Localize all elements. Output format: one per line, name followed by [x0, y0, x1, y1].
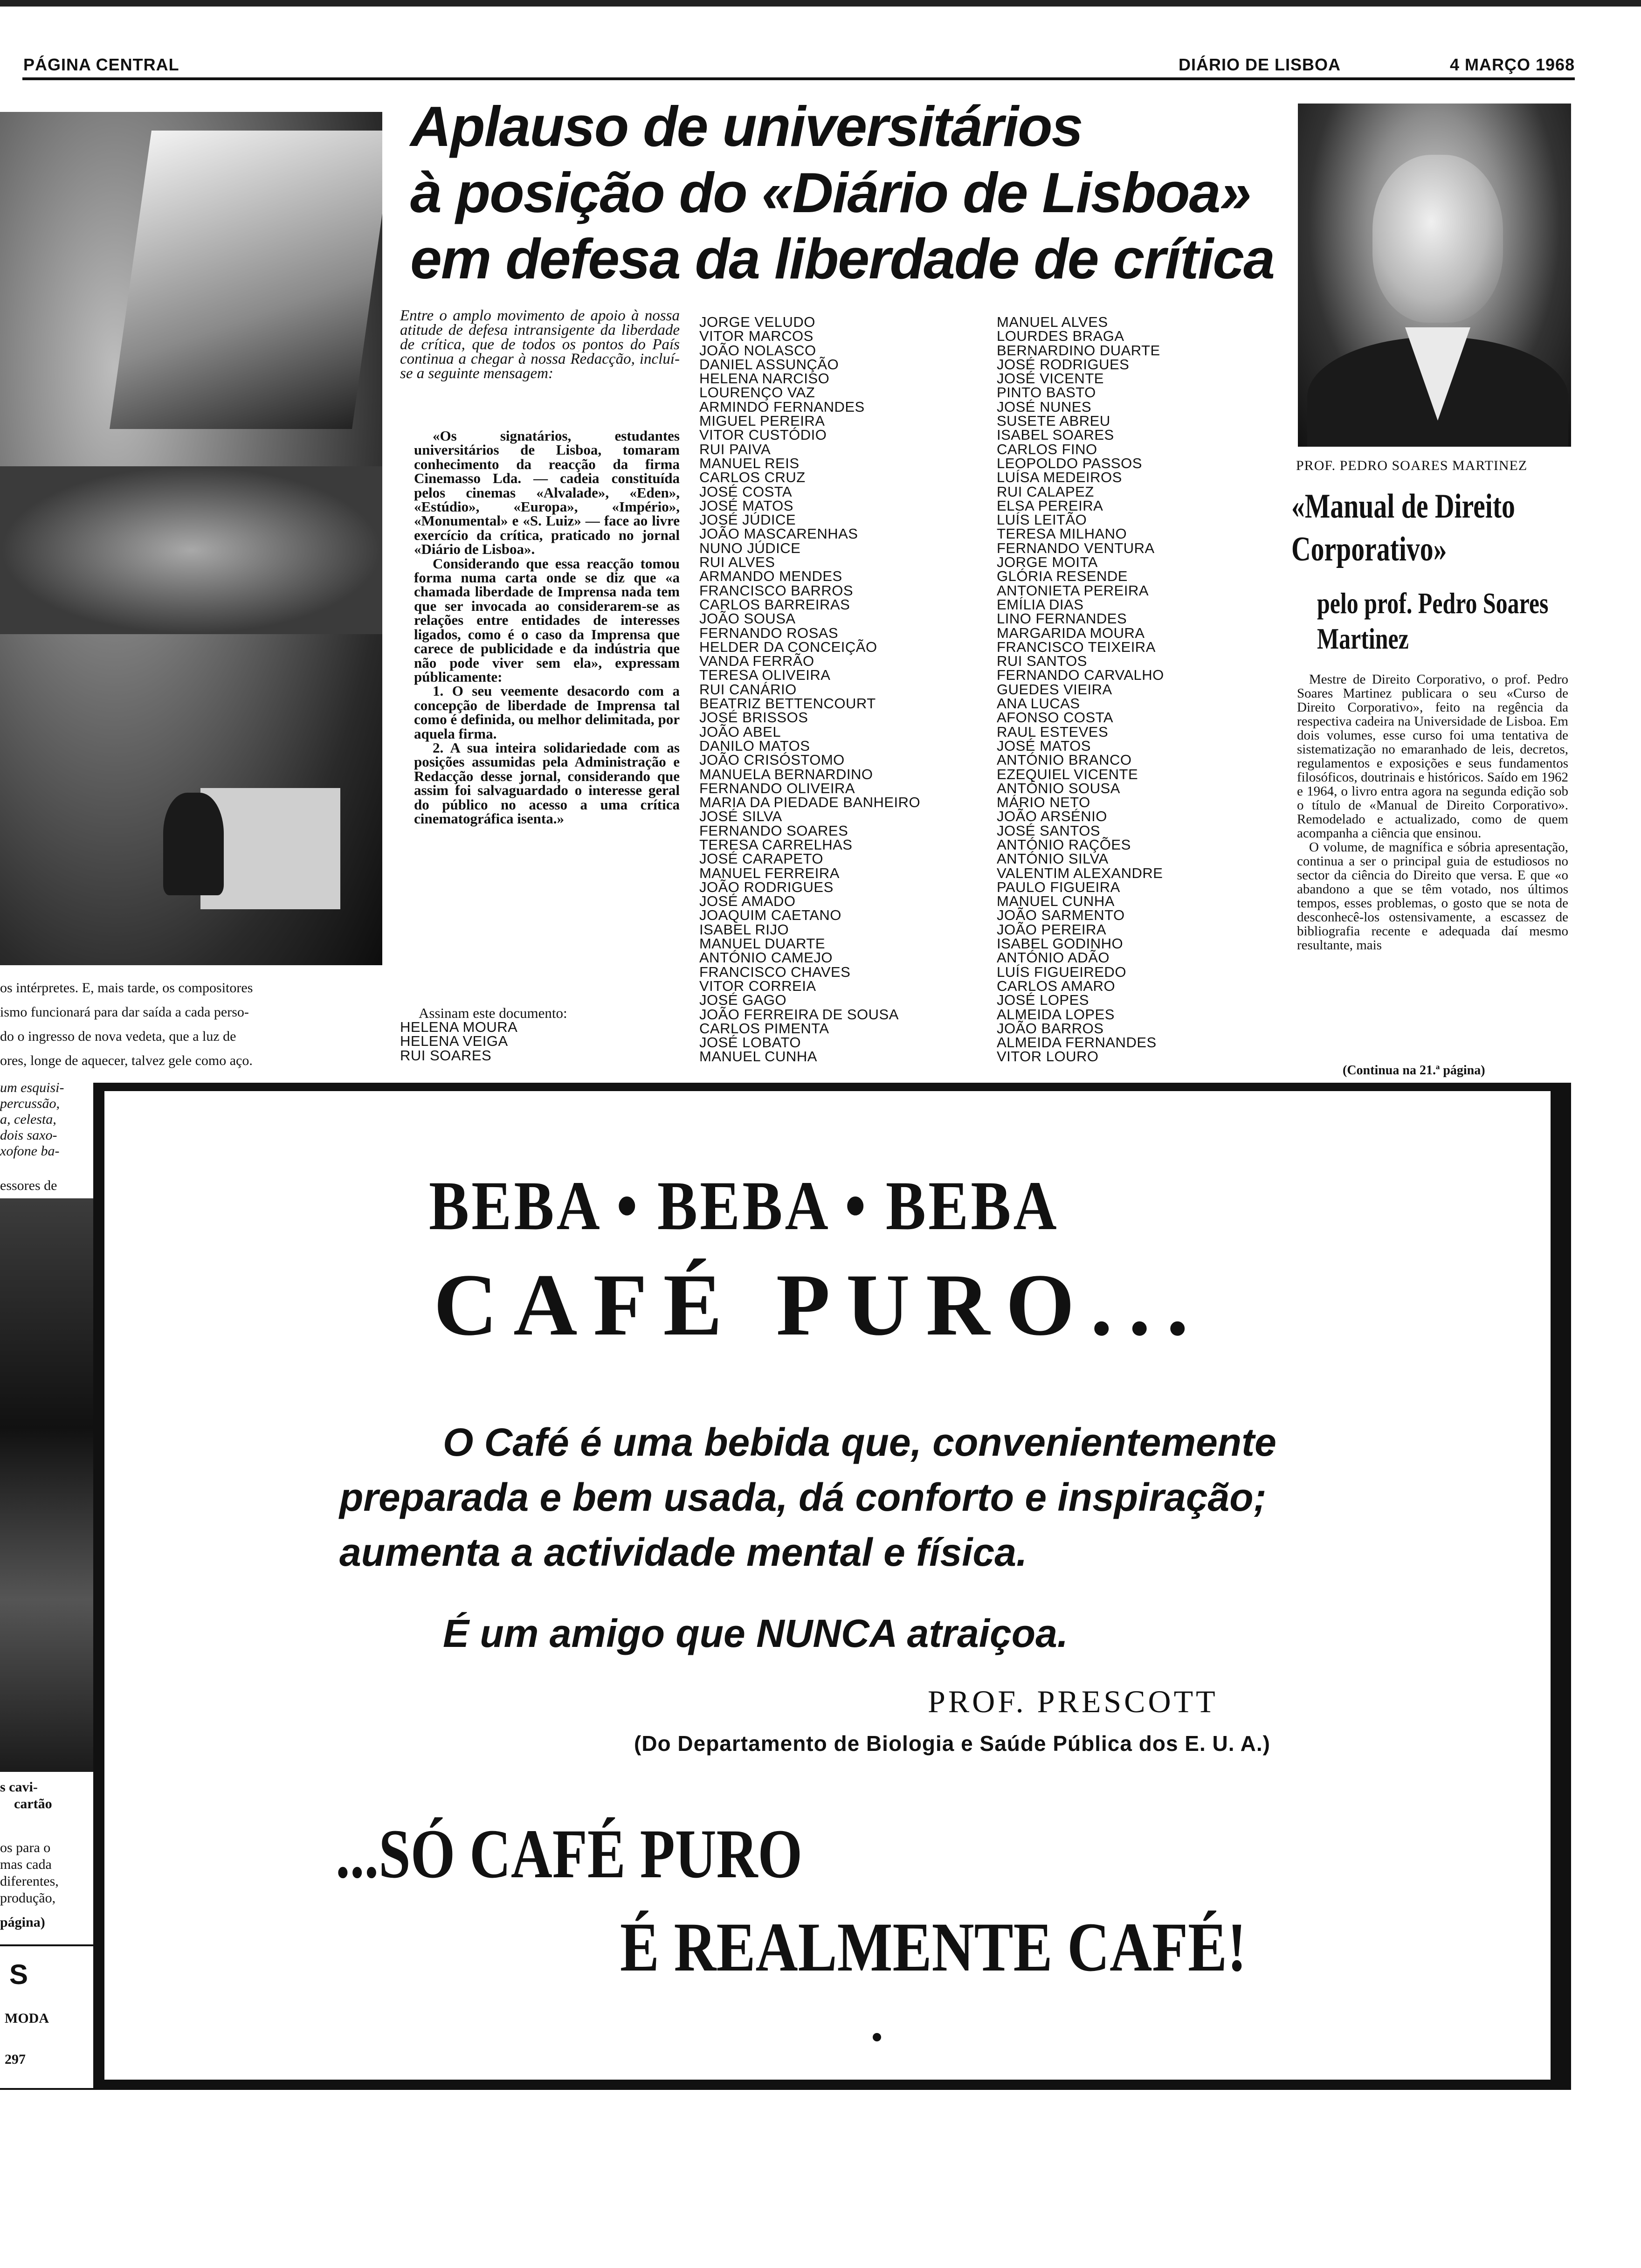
signer-name: LOURENÇO VAZ [699, 384, 815, 401]
advert-headline-cafe: CAFÉ PURO... [434, 1256, 1205, 1354]
signer-name: MANUEL FERREIRA [699, 864, 840, 881]
signer-name: LEOPOLDO PASSOS [997, 455, 1142, 471]
signer-name: ISABEL SOARES [997, 427, 1114, 443]
signer-name: HELENA NARCISO [699, 370, 830, 387]
signer-name: JOSÉ MATOS [997, 737, 1091, 754]
signer-name: PINTO BASTO [997, 384, 1096, 401]
signer-name: LOURDES BRAGA [997, 328, 1124, 345]
signer-name: EMÍLIA DIAS [997, 596, 1084, 613]
left-fragment-line: diferentes, [0, 1874, 59, 1889]
signer-name: ARMANDO MENDES [699, 568, 842, 585]
signer-name: VANDA FERRÃO [699, 653, 814, 670]
signer-name: JOÃO ABEL [699, 723, 781, 740]
signer-name: FERNANDO CARVALHO [997, 667, 1164, 684]
signer-name: PAULO FIGUEIRA [997, 878, 1120, 895]
signer-name: ARMINDO FERNANDES [699, 398, 865, 415]
signer-name: JOSÉ RODRIGUES [997, 356, 1130, 373]
signer-name: BERNARDINO DUARTE [997, 342, 1160, 359]
advert-slogan-line: ...SÓ CAFÉ PURO [336, 1815, 803, 1893]
signer-name: MANUEL DUARTE [699, 935, 826, 952]
signer-name: JOÃO CRISÓSTOMO [699, 752, 845, 768]
left-box-word: MODA [5, 2011, 49, 2026]
body-paragraph: 1. O seu veemente desacordo com a concepção de liberdade de Imprensa tal como é definida, ou melhor delimitada, por aquela firma. [414, 683, 680, 742]
advert-author: PROF. PRESCOTT [928, 1684, 1218, 1719]
body-paragraph: Considerando que essa reacção tomou forma numa carta onde se diz que «a chamada liberdade de Imprensa nada tem que ser invocada ao considerarem-se as relações entre entidades de interesses ligados, como é o caso da Imprensa que carece de publicidade e da indústria que não pode viver sem ela», expressam públicamente: [414, 555, 680, 685]
signer-name: MANUEL CUNHA [699, 1048, 817, 1065]
signer-name: JOSÉ LOPES [997, 992, 1089, 1009]
left-fragment-line: os intérpretes. E, mais tarde, os compositores [0, 980, 253, 996]
signers-intro: Assinam este documento: [419, 1005, 567, 1021]
signer-name: MARIA DA PIEDADE BANHEIRO [699, 794, 921, 811]
signer-name: LINO FERNANDES [997, 610, 1127, 627]
signer-name: JOÃO BARROS [997, 1020, 1104, 1037]
signer-name: LUÍSA MEDEIROS [997, 469, 1122, 486]
stage-photo [0, 112, 382, 965]
signer-name: MANUELA BERNARDINO [699, 766, 873, 782]
signer-name: CARLOS BARREIRAS [699, 596, 850, 613]
article-headline [410, 93, 1274, 292]
signer-name: FERNANDO ROSAS [699, 624, 839, 641]
signer-name: TERESA MILHANO [997, 526, 1127, 542]
signer-name: JOSÉ VICENTE [997, 370, 1104, 387]
signer-name: ALMEIDA LOPES [997, 1006, 1115, 1023]
signer-name: CARLOS AMARO [997, 977, 1116, 994]
signer-name: FERNANDO SOARES [699, 822, 848, 839]
headline-line: Aplauso de universitários [410, 95, 1083, 158]
signer-name: MANUEL REIS [699, 455, 800, 471]
advert-headline-beba: BEBA • BEBA • BEBA [429, 1167, 1059, 1245]
left-box-letter: S [9, 1959, 28, 1990]
signer-name: VITOR LOURO [997, 1048, 1099, 1065]
signer-name: JOSÉ MATOS [699, 497, 793, 514]
article2-title [1291, 485, 1515, 571]
signer-name: FERNANDO VENTURA [997, 539, 1155, 556]
signer-name: CARLOS PIMENTA [699, 1020, 829, 1037]
continuation-note: (Continua na 21.ª página) [1343, 1063, 1485, 1078]
names-column-2 [699, 315, 920, 1064]
left-fragment-line: essores de [0, 1178, 57, 1193]
issue-date: 4 MARÇO 1968 [1450, 55, 1575, 74]
advert-body-line: aumenta a actividade mental e física. [339, 1530, 1027, 1574]
signer-name: ALMEIDA FERNANDES [997, 1034, 1157, 1051]
signer-name: ANA LUCAS [997, 695, 1080, 712]
body-paragraph: 2. A sua inteira solidariedade com as posições assumidas pela Administração e Redacção desse jornal, considerando que assim foi salvaguardado o interesse geral do público no acesso a uma crítica cinematográfica isenta.» [414, 739, 680, 827]
signer-name: LUÍS LEITÃO [997, 512, 1087, 528]
signer-name: ISABEL RIJO [699, 921, 789, 938]
section-label: PÁGINA CENTRAL [23, 55, 179, 74]
signer-name: ANTÓNIO SILVA [997, 850, 1109, 867]
subtitle-line: Martinez [1317, 622, 1409, 655]
advert-body-line: preparada e bem usada, dá conforto e inspiração; [339, 1475, 1267, 1519]
advert-body-line: O Café é uma bebida que, convenientemente [443, 1420, 1276, 1464]
signer-name: RUI SANTOS [997, 653, 1087, 670]
article2-subtitle [1317, 586, 1548, 657]
signer-name: MANUEL CUNHA [997, 893, 1115, 910]
signer-name: JORGE VELUDO [699, 314, 815, 330]
signer-name: JOSÉ LOBATO [699, 1034, 801, 1051]
left-italic-line: percussão, [0, 1096, 60, 1111]
signer-name: VITOR CUSTÓDIO [699, 427, 827, 443]
signer-name: JOÃO RODRIGUES [699, 878, 834, 895]
signer-name: RUI PAIVA [699, 441, 771, 457]
article-body [414, 429, 680, 826]
signer-name: VITOR MARCOS [699, 328, 814, 345]
body-paragraph: O volume, de magnífica e sóbria apresentação, continua a ser o principal guia de estudiosos no sector da ciência do Direito que versa. E que «o abandono a que se têm votado, nos últimos tempos, esses problemas, o gosto que se nota de desconhecê-los ostensivamente, a escassez de bibliografia recente e adequada daí mesmo resultante, mais [1297, 840, 1568, 953]
signer-name: JOSÉ COSTA [699, 483, 793, 500]
names-column-3 [997, 315, 1164, 1064]
signer-name: MÁRIO NETO [997, 794, 1090, 811]
signer-name: JOÃO PEREIRA [997, 921, 1107, 938]
left-fragment-line: cartão [14, 1796, 52, 1812]
page-top-border [0, 0, 1641, 7]
signers-block [400, 1006, 680, 1063]
body-paragraph: Mestre de Direito Corporativo, o prof. Pedro Soares Martinez publicara o seu «Curso de Direito Corporativo», feito na regência da respectiva cadeira na Universidade de Lisboa. Em dois volumes, esse curso foi uma tentativa de sistematização no emaranhado de leis, decretos, regulamentos e exposições e seus fundamentos filosóficos, doutrinais e históricos. Saído em 1962 e 1964, o livro entra agora na segunda edição sob o título de «Manual de Direito Corporativo». Remodelado e actualizado, como de quem acompanha a ciência que ensinou. [1297, 672, 1568, 841]
advert-body-line: É um amigo que NUNCA atraiçoa. [443, 1611, 1069, 1655]
signer-name: RAUL ESTEVES [997, 723, 1109, 740]
portrait-caption: PROF. PEDRO SOARES MARTINEZ [1296, 458, 1528, 473]
signer-name: VALENTIM ALEXANDRE [997, 864, 1163, 881]
signer-name: JOSÉ SILVA [699, 808, 782, 825]
body-paragraph: «Os signatários, estudantes universitários de Lisboa, tomaram conhecimento da reacção da firma Cinemasso Lda. — cadeia constituída pelos cinemas «Alvalade», «Eden», «Estúdio», «Europa», «Império», «Monumental» e «S. Luiz» — face ao livre exercício da crítica, praticado no jornal «Diário de Lisboa». [414, 428, 680, 558]
left-italic-line: a, celesta, [0, 1112, 56, 1127]
article2-body [1297, 672, 1568, 952]
signer-name: NUNO JÚDICE [699, 539, 801, 556]
signer-name: JORGE MOITA [997, 554, 1098, 571]
signer-name: JOÃO SOUSA [699, 610, 796, 627]
signer-name: FRANCISCO CHAVES [699, 963, 851, 980]
signer-name: SUSETE ABREU [997, 413, 1110, 429]
header-rule [22, 77, 1575, 80]
signer-name: JOÃO MASCARENHAS [699, 526, 858, 542]
signer-name: FRANCISCO TEIXEIRA [997, 638, 1156, 655]
signer-name: JOAQUIM CAETANO [699, 907, 841, 924]
title-line: Corporativo» [1291, 530, 1447, 568]
signer-name: JOSÉ GAGO [699, 992, 787, 1009]
left-fragment-line: ores, longe de aquecer, talvez gele como aço. [0, 1053, 253, 1068]
signer-name: CARLOS CRUZ [699, 469, 806, 486]
signer-name: HELDER DA CONCEIÇÃO [699, 638, 877, 655]
signer-name: ANTÓNIO ADÃO [997, 949, 1110, 966]
signer-name: MANUEL ALVES [997, 314, 1108, 330]
signer-name: JOSÉ NUNES [997, 398, 1092, 415]
left-lower-photo [0, 1198, 98, 1772]
signer-name: JOSÉ AMADO [699, 893, 796, 910]
signer-name: AFONSO COSTA [997, 709, 1114, 726]
signer-name: ISABEL GODINHO [997, 935, 1124, 952]
signer-name: BEATRIZ BETTENCOURT [699, 695, 876, 712]
signer-name: HELENA MOURA [400, 1019, 518, 1035]
portrait-photo [1298, 104, 1571, 447]
signer-name: MARGARIDA MOURA [997, 624, 1145, 641]
signer-name: FERNANDO OLIVEIRA [699, 780, 855, 796]
signer-name: ANTÓNIO BRANCO [997, 752, 1132, 768]
signer-name: MIGUEL PEREIRA [699, 413, 825, 429]
signer-name: HELENA VEIGA [400, 1033, 508, 1050]
left-fragment-line: s cavi- [0, 1779, 38, 1795]
left-continuation: página) [0, 1915, 45, 1930]
advert-department: (Do Departamento de Biologia e Saúde Pública dos E. U. A.) [634, 1731, 1270, 1756]
signer-name: JOSÉ JÚDICE [699, 512, 796, 528]
signer-name: TERESA CARRELHAS [699, 836, 853, 853]
signer-name: FRANCISCO BARROS [699, 582, 854, 599]
article-intro: Entre o amplo movimento de apoio à nossa atitude de defesa intransigente da liberdade de crítica, que de todos os pontos do País continua a chegar à nossa Redacção, incluí-se a seguinte mensagem: [400, 307, 680, 382]
left-italic-line: xofone ba- [0, 1143, 60, 1159]
signer-name: JOÃO ARSÉNIO [997, 808, 1107, 825]
left-fragment-line: mas cada [0, 1857, 52, 1872]
signer-name: GLÓRIA RESENDE [997, 568, 1128, 585]
signer-name: ANTÓNIO SOUSA [997, 780, 1120, 796]
signer-name: RUI CANÁRIO [699, 681, 797, 698]
signer-name: ELSA PEREIRA [997, 497, 1103, 514]
signer-name: JOÃO SARMENTO [997, 907, 1125, 924]
signer-name: DANIEL ASSUNÇÃO [699, 356, 839, 373]
signer-name: CARLOS FINO [997, 441, 1097, 457]
signer-name: RUI ALVES [699, 554, 775, 571]
signer-name: JOSÉ BRISSOS [699, 709, 808, 726]
subtitle-line: pelo prof. Pedro Soares [1317, 587, 1549, 620]
signer-name: TERESA OLIVEIRA [699, 667, 831, 684]
bullet-dot [873, 2033, 881, 2041]
signer-name: VITOR CORREIA [699, 977, 816, 994]
left-italic-line: um esquisi- [0, 1080, 64, 1095]
signer-name: GUEDES VIEIRA [997, 681, 1112, 698]
left-fragment-line: os para o [0, 1840, 51, 1855]
left-fragment-line: produção, [0, 1890, 56, 1906]
signer-name: EZEQUIEL VICENTE [997, 766, 1138, 782]
signer-name: LUÍS FIGUEIREDO [997, 963, 1126, 980]
left-fragment-line: do o ingresso de nova vedeta, que a luz de [0, 1029, 236, 1044]
signer-name: JOÃO NOLASCO [699, 342, 816, 359]
left-fragment-line: ismo funcionará para dar saída a cada perso- [0, 1004, 249, 1020]
signer-name: ANTÓNIO RAÇÕES [997, 836, 1131, 853]
left-box-number: 297 [5, 2052, 26, 2067]
signer-name: JOSÉ CARAPETO [699, 850, 824, 867]
publication-name: DIÁRIO DE LISBOA [1179, 55, 1341, 74]
signer-name: RUI CALAPEZ [997, 483, 1094, 500]
signer-name: RUI SOARES [400, 1047, 492, 1064]
title-line: «Manual de Direito [1291, 487, 1515, 526]
signer-name: ANTÓNIO CAMEJO [699, 949, 833, 966]
advert-slogan-line: É REALMENTE CAFÉ! [620, 1908, 1247, 1986]
signer-name: JOÃO FERREIRA DE SOUSA [699, 1006, 899, 1023]
signer-name: ANTONIETA PEREIRA [997, 582, 1149, 599]
left-italic-line: dois saxo- [0, 1127, 57, 1143]
signer-name: JOSÉ SANTOS [997, 822, 1100, 839]
headline-line: à posição do «Diário de Lisboa» [410, 161, 1251, 224]
signer-name: DANILO MATOS [699, 737, 810, 754]
headline-line: em defesa da liberdade de crítica [410, 227, 1274, 290]
